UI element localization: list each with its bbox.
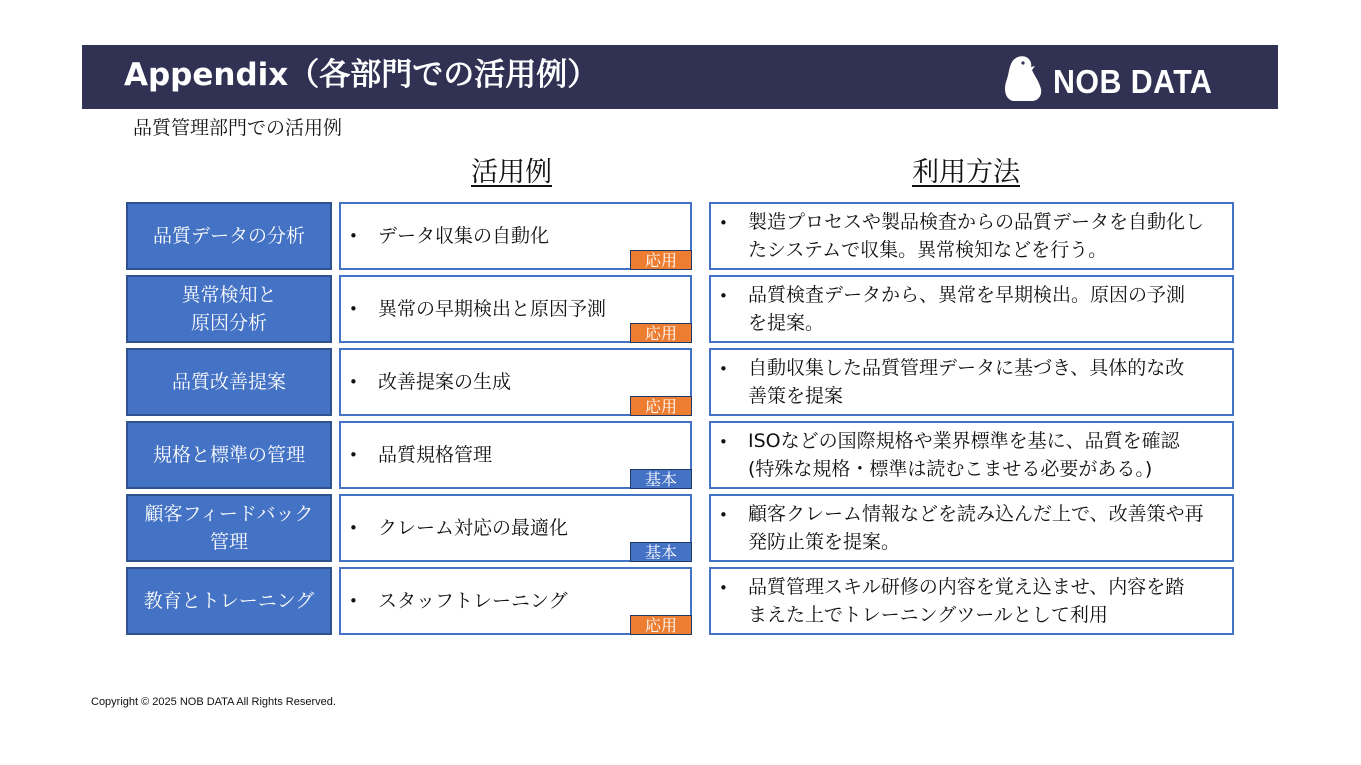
category-cell: 異常検知と 原因分析 xyxy=(126,275,332,343)
category-cell: 品質改善提案 xyxy=(126,348,332,416)
bullet: • xyxy=(719,579,728,597)
method-text: 品質検査データから、異常を早期検出。原因の予測 を提案。 xyxy=(748,284,1186,334)
bullet: • xyxy=(349,592,358,610)
section-subtitle: 品質管理部門での活用例 xyxy=(133,117,343,139)
use-cell xyxy=(339,421,692,489)
method-cell xyxy=(709,567,1234,635)
level-tag: 応用 xyxy=(630,250,692,270)
use-text: 品質規格管理 xyxy=(378,444,493,466)
bullet: • xyxy=(349,300,358,318)
category-cell: 教育とトレーニング xyxy=(126,567,332,635)
category-cell: 顧客フィードバック 管理 xyxy=(126,494,332,562)
method-cell xyxy=(709,348,1234,416)
bullet: • xyxy=(719,360,728,378)
use-text: 異常の早期検出と原因予測 xyxy=(378,298,607,320)
level-tag: 基本 xyxy=(630,542,692,562)
bullet: • xyxy=(719,287,728,305)
logo-text: NOB DATA xyxy=(1052,63,1213,100)
level-tag: 応用 xyxy=(630,323,692,343)
table-row xyxy=(0,348,1361,416)
method-cell xyxy=(709,275,1234,343)
bullet: • xyxy=(349,227,358,245)
table-row xyxy=(0,567,1361,635)
method-text: 製造プロセスや製品検査からの品質データを自動化し たシステムで収集。異常検知などを行う。 xyxy=(748,211,1205,261)
bullet: • xyxy=(349,373,358,391)
method-text: 自動収集した品質管理データに基づき、具体的な改 善策を提案 xyxy=(748,357,1185,407)
bullet: • xyxy=(719,433,728,451)
level-tag: 応用 xyxy=(630,615,692,635)
use-cell xyxy=(339,567,692,635)
table-row xyxy=(0,275,1361,343)
level-tag: 応用 xyxy=(630,396,692,416)
use-text: クレーム対応の最適化 xyxy=(378,517,569,539)
method-text: 顧客クレーム情報などを読み込んだ上で、改善策や再 発防止策を提案。 xyxy=(748,503,1204,553)
bullet: • xyxy=(349,519,358,537)
table-row xyxy=(0,421,1361,489)
method-cell xyxy=(709,421,1234,489)
copyright-notice: Copyright © 2025 NOB DATA All Rights Reserved. xyxy=(91,696,336,708)
use-text: 改善提案の生成 xyxy=(378,371,512,393)
method-cell xyxy=(709,202,1234,270)
bullet: • xyxy=(719,214,728,232)
table-row xyxy=(0,494,1361,562)
method-text: ISOなどの国際規格や業界標準を基に、品質を確認 (特殊な規格・標準は読むこませる必要がある。) xyxy=(748,430,1180,480)
column-header-use: 活用例 xyxy=(471,157,552,188)
use-cell xyxy=(339,275,692,343)
bullet: • xyxy=(719,506,728,524)
use-cell xyxy=(339,348,692,416)
bullet: • xyxy=(349,446,358,464)
level-tag: 基本 xyxy=(630,469,692,489)
use-cell xyxy=(339,202,692,270)
use-cell xyxy=(339,494,692,562)
method-cell xyxy=(709,494,1234,562)
category-cell: 規格と標準の管理 xyxy=(126,421,332,489)
use-text: データ収集の自動化 xyxy=(378,225,550,247)
method-text: 品質管理スキル研修の内容を覚え込ませ、内容を踏 まえた上でトレーニングツールとして利用 xyxy=(748,576,1185,626)
use-text: スタッフトレーニング xyxy=(378,590,568,612)
column-header-method: 利用方法 xyxy=(912,157,1020,188)
table-row xyxy=(0,202,1361,270)
page-title: Appendix（各部門での活用例） xyxy=(124,57,599,93)
category-cell: 品質データの分析 xyxy=(126,202,332,270)
